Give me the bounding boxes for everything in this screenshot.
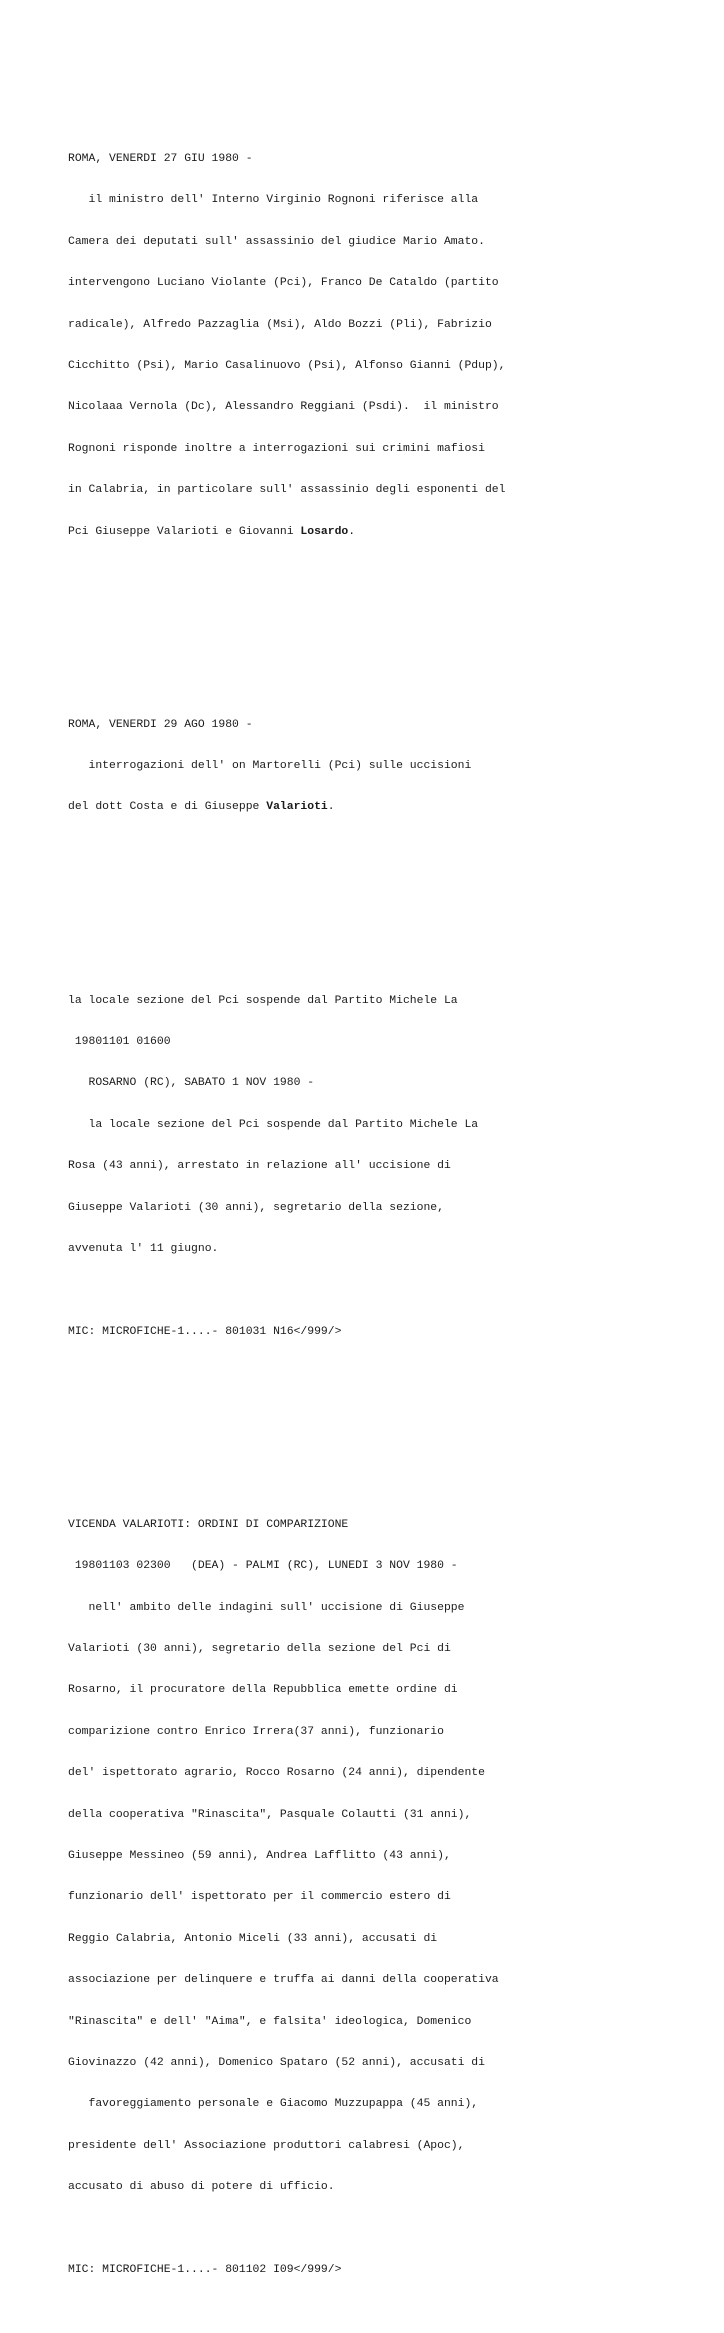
entry-line: in Calabria, in particolare sull' assassinio degli esponenti del bbox=[68, 484, 506, 497]
entry-line: Giovinazzo (42 anni), Domenico Spataro (52 anni), accusati di bbox=[68, 2056, 485, 2069]
spacer bbox=[68, 884, 708, 912]
entry-line: avvenuta l' 11 giugno. bbox=[68, 1242, 219, 1255]
entry-line bbox=[68, 801, 708, 815]
entry-line-text: Pci Giuseppe Valarioti e Giovanni bbox=[68, 525, 301, 538]
spacer bbox=[68, 1284, 708, 1298]
entry-line bbox=[68, 526, 708, 540]
entry-line: la locale sezione del Pci sospende dal Partito Michele La bbox=[68, 1118, 479, 1131]
entry-line: favoreggiamento personale e Giacomo Muzzupappa (45 anni), bbox=[68, 2098, 479, 2111]
entry-rosarno-sospensione bbox=[68, 967, 708, 1367]
entry-line: Valarioti (30 anni), segretario della sezione del Pci di bbox=[68, 1643, 451, 1656]
entry-dateline: ROMA, VENERDI 29 AGO 1980 - bbox=[68, 718, 253, 731]
entry-line: Rosarno, il procuratore della Repubblica emette ordine di bbox=[68, 1684, 458, 1697]
entry-line: del' ispettorato agrario, Rocco Rosarno (24 anni), dipendente bbox=[68, 1767, 485, 1780]
entry-line: presidente dell' Associazione produttori calabresi (Apoc), bbox=[68, 2139, 465, 2152]
entry-line: il ministro dell' Interno Virginio Rognoni riferisce alla bbox=[68, 194, 479, 207]
entry-line: accusato di abuso di potere di ufficio. bbox=[68, 2181, 335, 2194]
entry-headline: VICENDA VALARIOTI: ORDINI DI COMPARIZIONE bbox=[68, 1518, 349, 1531]
entry-martorelli-interrogazioni bbox=[68, 691, 708, 843]
entry-line-tail: . bbox=[348, 525, 356, 538]
document-text bbox=[68, 84, 708, 2333]
entry-line-tail: . bbox=[327, 801, 335, 814]
entry-line: associazione per delinquere e truffa ai danni della cooperativa bbox=[68, 1974, 499, 1987]
entry-line: intervengono Luciano Violante (Pci), Franco De Cataldo (partito bbox=[68, 277, 499, 290]
entry-rognoni-camera bbox=[68, 125, 708, 567]
entry-line: radicale), Alfredo Pazzaglia (Msi), Aldo Bozzi (Pli), Fabrizio bbox=[68, 318, 492, 331]
entry-dateline: ROSARNO (RC), SABATO 1 NOV 1980 - bbox=[68, 1077, 315, 1090]
entry-line: comparizione contro Enrico Irrera(37 anni), funzionario bbox=[68, 1725, 444, 1738]
entry-line: Cicchitto (Psi), Mario Casalinuovo (Psi), Alfonso Gianni (Pdup), bbox=[68, 359, 506, 372]
spacer bbox=[68, 2223, 708, 2237]
entry-dateline: 19801103 02300 (DEA) - PALMI (RC), LUNEDI 3 NOV 1980 - bbox=[68, 1560, 458, 1573]
spacer bbox=[68, 1409, 708, 1437]
entry-line: "Rinascita" e dell' "Aima", e falsita' ideologica, Domenico bbox=[68, 2015, 472, 2028]
entry-line: Camera dei deputati sull' assassinio del giudice Mario Amato. bbox=[68, 235, 485, 248]
entry-line: Rosa (43 anni), arrestato in relazione all' uccisione di bbox=[68, 1160, 451, 1173]
entry-line: della cooperativa "Rinascita", Pasquale Colautti (31 anni), bbox=[68, 1808, 472, 1821]
entry-id: 19801101 01600 bbox=[68, 1035, 171, 1048]
highlighted-term: Losardo bbox=[300, 525, 349, 538]
entry-headline: la locale sezione del Pci sospende dal Partito Michele La bbox=[68, 994, 458, 1007]
entry-line: Giuseppe Messineo (59 anni), Andrea Lafflitto (43 anni), bbox=[68, 1850, 451, 1862]
entry-line-text: del dott Costa e di Giuseppe bbox=[68, 801, 267, 814]
entry-line: Rognoni risponde inoltre a interrogazioni sui crimini mafiosi bbox=[68, 442, 485, 455]
entry-line: interrogazioni dell' on Martorelli (Pci) sulle uccisioni bbox=[68, 760, 472, 773]
entry-line: Reggio Calabria, Antonio Miceli (33 anni), accusati di bbox=[68, 1932, 438, 1945]
entry-line: funzionario dell' ispettorato per il commercio estero di bbox=[68, 1891, 451, 1904]
entry-line: Giuseppe Valarioti (30 anni), segretario della sezione, bbox=[68, 1201, 444, 1214]
entry-dateline: ROMA, VENERDI 27 GIU 1980 - bbox=[68, 152, 253, 165]
entry-ordini-comparizione bbox=[68, 1491, 708, 2305]
microfiche-reference: MIC: MICROFICHE-1....- 801031 N16</999/> bbox=[68, 1325, 342, 1338]
spacer bbox=[68, 608, 708, 636]
microfiche-reference: MIC: MICROFICHE-1....- 801102 I09</999/> bbox=[68, 2263, 342, 2276]
entry-line: nell' ambito delle indagini sull' uccisione di Giuseppe bbox=[68, 1601, 465, 1614]
highlighted-term: Valarioti bbox=[266, 801, 328, 814]
entry-line: Nicolaaa Vernola (Dc), Alessandro Reggiani (Psdi). il ministro bbox=[68, 401, 499, 414]
